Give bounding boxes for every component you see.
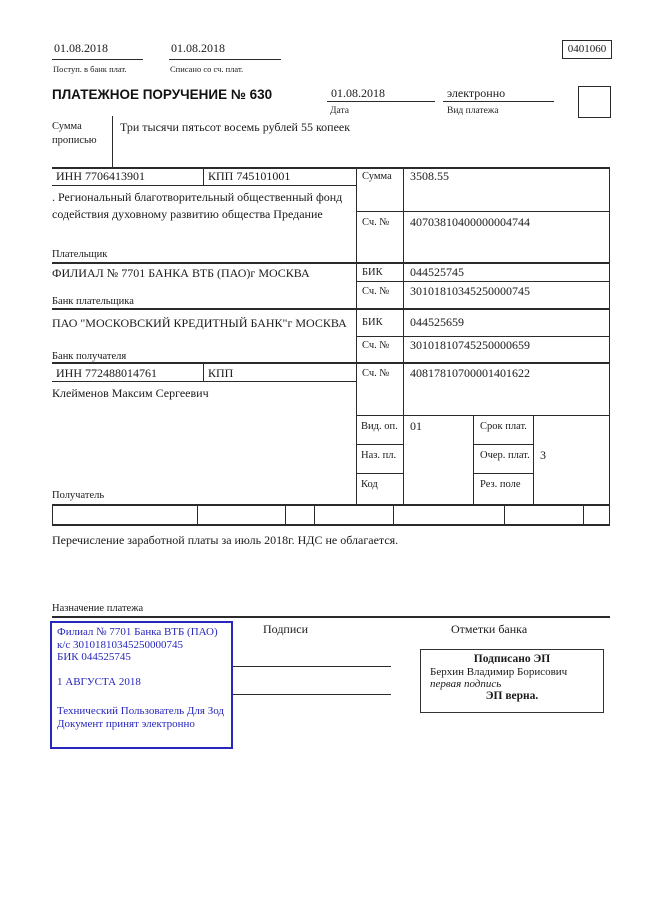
stamp-date: 1 АВГУСТА 2018 [57,675,141,688]
payee-kpp: КПП [208,366,234,380]
esign-role: первая подпись [430,678,502,690]
debited-date-label: Списано со сч. плат. [170,64,244,74]
amount-words-label-1: Сумма [52,121,82,132]
payer-section-label: Плательщик [52,249,108,260]
signature-line [231,694,391,695]
table-border [197,505,198,525]
esign-valid: ЭП верна. [485,690,539,702]
table-border [52,308,610,310]
payment-kind-label: Вид платежа [447,106,499,116]
payment-kind: электронно [447,86,506,100]
table-border [52,524,610,526]
table-border [393,505,394,525]
payer-bank-section-label: Банк плательщика [52,296,134,307]
table-border [356,336,610,337]
table-border [52,362,610,364]
table-border [52,504,610,506]
debited-date: 01.08.2018 [171,41,225,55]
signature-line [231,666,391,667]
payee-bank-bik-label: БИК [362,317,383,328]
stamp-corr-account: к/с 30101810345250000745 [57,638,184,651]
table-border [533,415,534,505]
border-line [169,59,281,60]
stamp-user: Технический Пользователь Для Зод [57,705,225,717]
table-border [473,473,534,474]
table-border [356,211,610,212]
table-border [356,281,610,282]
table-border [356,415,610,416]
table-border [52,381,356,382]
payer-bank-account: 30101810345250000745 [410,284,530,298]
op-type-label: Вид. оп. [361,421,398,432]
payer-bank-account-label: Сч. № [362,286,390,297]
payer-inn: ИНН 7706413901 [56,169,145,183]
payer-kpp: КПП 745101001 [208,169,291,183]
signatures-header: Подписи [263,622,309,636]
payee-account: 40817810700001401622 [410,366,530,380]
payee-bank-name: ПАО "МОСКОВСКИЙ КРЕДИТНЫЙ БАНК"г МОСКВА [52,316,347,330]
table-border [356,167,357,505]
purpose-section-label: Назначение платежа [52,603,144,614]
table-border [356,444,404,445]
table-border [203,167,204,186]
payee-inn: ИНН 772488014761 [56,366,157,380]
term-label: Срок плат. [480,421,527,432]
table-border [473,415,474,505]
purpose-text: Перечисление заработной платы за июль 2018г. НДС не облагается. [52,533,399,547]
table-border [52,262,610,264]
payer-bank-name: ФИЛИАЛ № 7701 БАНКА ВТБ (ПАО)г МОСКВА [52,266,310,280]
doc-date-label: Дата [330,106,349,116]
order-label: Очер. плат. [480,450,530,461]
payee-account-label: Сч. № [362,368,390,379]
status-box [578,86,611,118]
table-border [52,185,356,186]
payee-name: Клейменов Максим Сергеевич [52,386,209,400]
code-label: Код [361,479,378,490]
order-value: 3 [540,448,546,462]
payer-bank-bik-label: БИК [362,267,383,278]
bank-stamp [50,621,233,749]
border-line [112,116,113,168]
payee-bank-section-label: Банк получателя [52,351,127,362]
form-code: 0401060 [567,43,607,55]
payee-bank-account: 30101810745250000659 [410,338,530,352]
esign-title: Подписано ЭП [473,653,551,665]
stamp-bik: БИК 044525745 [57,651,131,663]
doc-date: 01.08.2018 [331,86,385,100]
op-type-value: 01 [410,419,422,433]
res-field-label: Рез. поле [480,479,521,490]
border-line [327,101,435,102]
received-date-label: Поступ. в банк плат. [53,64,127,74]
stamp-branch: Филиал № 7701 Банка ВТБ (ПАО) [57,626,218,638]
bank-marks-header: Отметки банка [451,622,528,636]
table-border [473,444,534,445]
payee-section-label: Получатель [52,490,105,501]
border-line [52,59,143,60]
table-border [609,505,610,525]
table-border [356,473,404,474]
table-border [609,167,610,505]
table-border [285,505,286,525]
payer-account: 40703810400000004744 [410,215,530,229]
stamp-note: Документ принят электронно [57,717,195,730]
amount-value: 3508.55 [410,169,449,183]
esign-box [420,649,604,713]
table-border [583,505,584,525]
payee-bank-bik: 044525659 [410,315,464,329]
payer-name: . Региональный благотворительный общественный фонд содействия духовному развитию общества Предание [52,190,343,221]
table-border [403,167,404,505]
received-date: 01.08.2018 [54,41,108,55]
pay-purpose-code-label: Наз. пл. [361,450,397,461]
payer-account-label: Сч. № [362,217,390,228]
esign-name: Берхин Владимир Борисович [430,666,568,678]
border-line [443,101,554,102]
table-border [52,616,610,618]
form-code-box [562,40,612,59]
payee-bank-account-label: Сч. № [362,340,390,351]
amount-words-value: Три тысячи пятьсот восемь рублей 55 копеек [120,120,351,134]
payer-bank-bik: 044525745 [410,265,464,279]
table-border [314,505,315,525]
table-border [203,362,204,382]
table-border [52,505,53,525]
page-title: ПЛАТЕЖНОЕ ПОРУЧЕНИЕ № 630 [52,87,273,102]
table-border [504,505,505,525]
amount-label: Сумма [362,171,392,182]
amount-words-label-2: прописью [52,135,97,146]
